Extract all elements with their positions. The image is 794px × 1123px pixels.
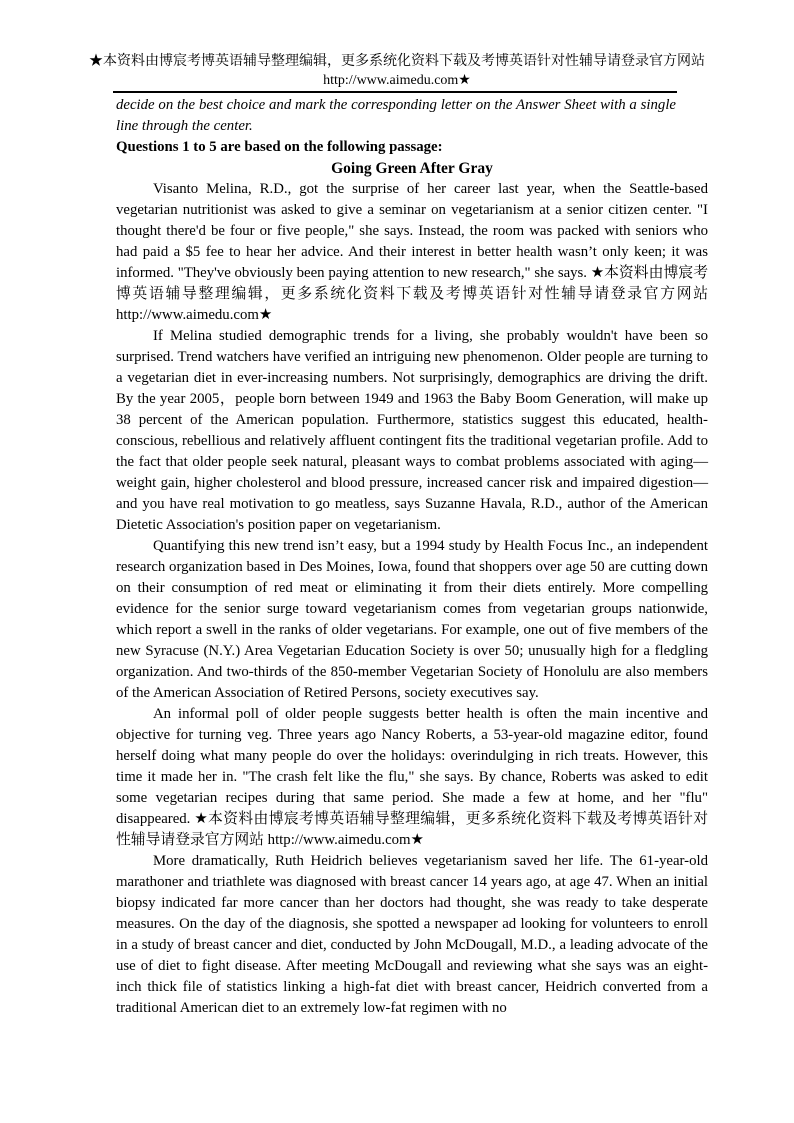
passage-title: Going Green After Gray: [331, 160, 493, 177]
header-notice: ★本资料由博宸考博英语辅导整理编辑，更多系统化资料下载及考博英语针对性辅导请登录官方网站: [89, 54, 705, 69]
header-divider: [113, 91, 677, 93]
passage-paragraph-5: More dramatically, Ruth Heidrich believes vegetarianism saved her life. The 61-year-old marathoner and triathlete was diagnosed with breast cancer 14 years ago, at age 47. When an initial biopsy indicated far more cancer than her doctors had thought, she was ready to take desperate measures. On the day of the diagnosis, she spotted a newspaper ad looking for volunteers to enroll in a study of breast cancer and diet, conducted by John McDougall, M.D., a leading advocate of the use of diet to fight disease. After meeting McDougall and reviewing what she says was an eight-inch thick file of statistics linking a high-fat diet with breast cancer, Heidrich converted from a traditional American diet to an extremely low-fat regimen with no: [116, 853, 708, 1016]
page-header: [87, 52, 707, 90]
passage-paragraph-4: An informal poll of older people suggests better health is often the main incentive and objective for turning veg. Three years ago Nancy Roberts, a 53-year-old magazine editor, found herself doing what many people do over the holidays: overindulging in rich treats. However, this time it made her in. "The crash felt like the flu," she says. By chance, Roberts was asked to edit some vegetarian recipes during that same period. She made a few at home, and her "flu" disappeared. ★本资料由博宸考博英语辅导整理编辑，更多系统化资料下载及考博英语针对性辅导请登录官方网站 http://www.aimedu.com★: [116, 706, 708, 848]
document-body: [116, 95, 708, 1019]
instructions-text: decide on the best choice and mark the corresponding letter on the Answer Sheet with a single line through the center.: [116, 97, 676, 134]
passage-paragraph-2: If Melina studied demographic trends for a living, she probably wouldn't have been so surprised. Trend watchers have verified an intriguing new phenomenon. Older people are turning to a vegetarian diet in ever-increasing numbers. Not surprisingly, demographics are driving the drift. By the year 2005，people born between 1949 and 1963 the Baby Boom Generation, will make up 38 percent of the American population. Furthermore, statistics suggest this educated, health-conscious, rebellious and relatively affluent contingent fits the traditional vegetarian profile. Add to the fact that older people seek natural, pleasant ways to combat problems associated with aging—weight gain, higher cholesterol and blood pressure, increased cancer risk and impaired digestion—and you have real motivation to go meatless, says Suzanne Havala, R.D., author of the American Dietetic Association's position paper on vegetarianism.: [116, 328, 708, 533]
passage-paragraph-3: Quantifying this new trend isn’t easy, but a 1994 study by Health Focus Inc., an independent research organization based in Des Moines, Iowa, found that shoppers over age 50 are cutting down on their consumption of red meat or eliminating it from their diets entirely. More compelling evidence for the senior surge toward vegetarianism comes from vegetarian groups nationwide, which report a swell in the ranks of older vegetarians. For example, one out of five members of the new Syracuse (N.Y.) Area Vegetarian Education Society is over 50; unusually high for a fledgling organization. And two-thirds of the 850-member Vegetarian Society of Honolulu are also members of the American Association of Retired Persons, society executives say.: [116, 538, 708, 701]
questions-heading: Questions 1 to 5 are based on the following passage:: [116, 139, 443, 155]
passage-paragraph-1: Visanto Melina, R.D., got the surprise of her career last year, when the Seattle-based vegetarian nutritionist was asked to give a seminar on vegetarianism at a senior citizen center. "I thought there'd be four or five people," she says. Instead, the room was packed with seniors who had paid a $5 fee to hear her advice. And their interest in better health wasn’t only keen; it was informed. "They've obviously been paying attention to new research," she says. ★本资料由博宸考博英语辅导整理编辑，更多系统化资料下载及考博英语针对性辅导请登录官方网站 http://www.aimedu.com★: [116, 181, 708, 323]
header-url: http://www.aimedu.com★: [323, 73, 471, 88]
